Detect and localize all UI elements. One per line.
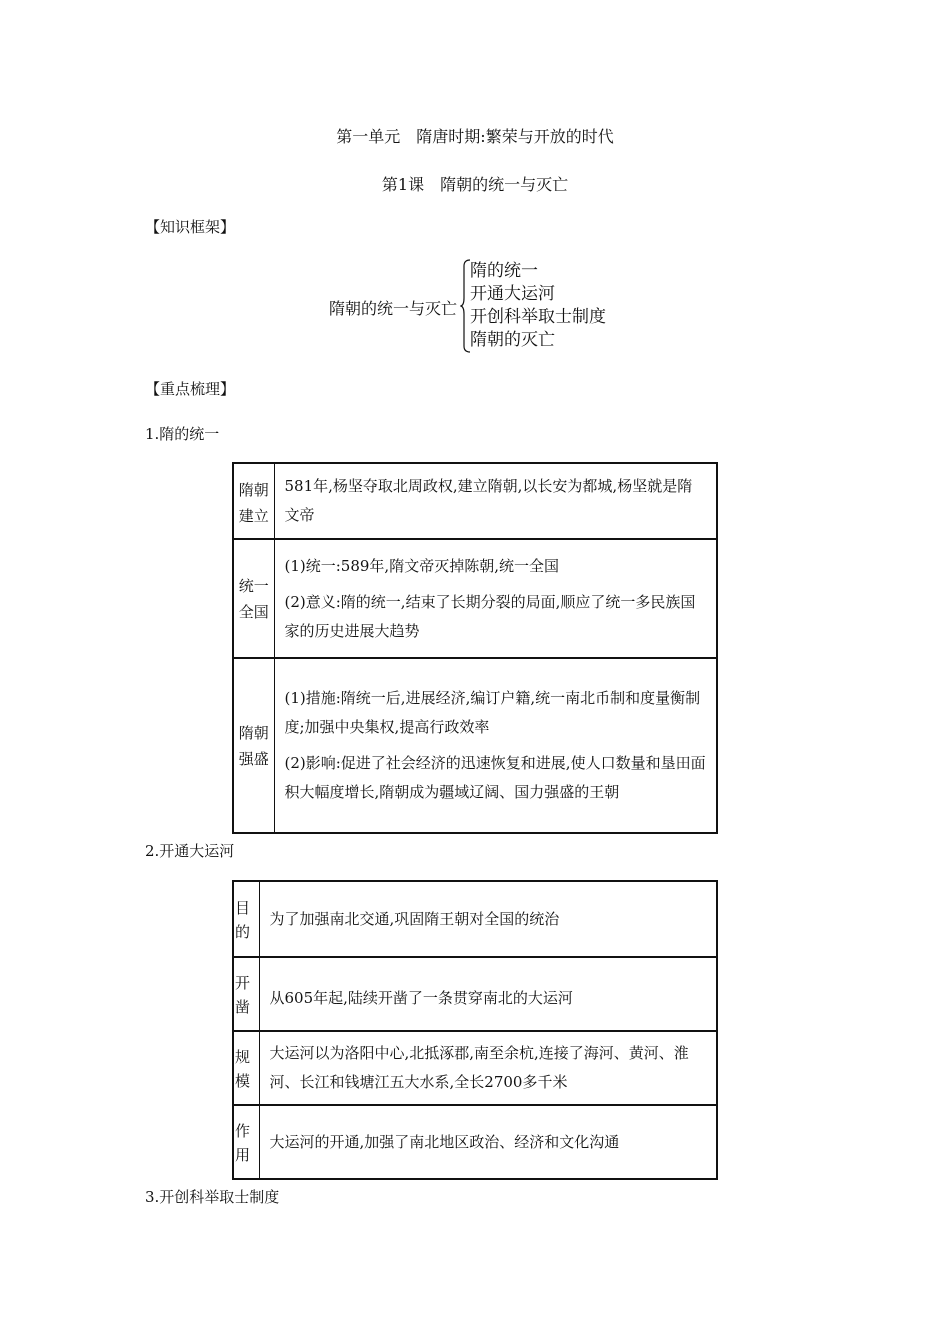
- lesson-title: 第1课 隋朝的统一与灭亡: [381, 175, 569, 194]
- row-content: 581年,杨坚夺取北周政权,建立隋朝,以长安为都城,杨坚就是隋文帝: [274, 463, 717, 539]
- key-points-heading: 【重点梳理】: [145, 380, 236, 398]
- framework-item: 开通大运河: [470, 284, 555, 304]
- row-content: (1)措施:隋统一后,进展经济,编订户籍,统一南北币制和度量衡制度;加强中央集权,提高行政效率 (2)影响:促进了社会经济的迅速恢复和进展,使人口数量和垦田面积大幅度增长,隋朝成为疆域辽阔、国力强盛的王朝: [274, 658, 717, 833]
- sui-unification-table: [232, 462, 718, 834]
- knowledge-framework-heading: 【知识框架】: [145, 218, 236, 236]
- framework-item: 开创科举取士制度: [470, 307, 606, 327]
- row-content: 从605年起,陆续开凿了一条贯穿南北的大运河: [259, 957, 717, 1031]
- framework-item: 隋朝的灭亡: [470, 330, 555, 350]
- framework-root: 隋朝的统一与灭亡: [329, 299, 458, 318]
- row-label: 规模: [233, 1031, 259, 1105]
- row-content: 为了加强南北交通,巩固隋王朝对全国的统治: [259, 881, 717, 957]
- section-3-title: 3.开创科举取士制度: [145, 1188, 280, 1206]
- table-row: [233, 1031, 717, 1105]
- section-2-title: 2.开通大运河: [145, 842, 235, 860]
- framework-item: 隋的统一: [470, 261, 538, 281]
- unit-title: 第一单元 隋唐时期:繁荣与开放的时代: [336, 127, 614, 146]
- row-label: 统一全国: [233, 539, 274, 658]
- row-label: 作用: [233, 1105, 259, 1179]
- row-label: 目的: [233, 881, 259, 957]
- row-content: 大运河以为洛阳中心,北抵涿郡,南至余杭,连接了海河、黄河、淮河、长江和钱塘江五大水系,全长2700多千米: [259, 1031, 717, 1105]
- row-label: 隋朝强盛: [233, 658, 274, 833]
- table-row: [233, 881, 717, 957]
- grand-canal-table: [232, 880, 718, 1180]
- table-row: [233, 1105, 717, 1179]
- table-row: [233, 463, 717, 539]
- row-content: (1)统一:589年,隋文帝灭掉陈朝,统一全国 (2)意义:隋的统一,结束了长期分裂的局面,顺应了统一多民族国家的历史进展大趋势: [274, 539, 717, 658]
- table-row: [233, 658, 717, 833]
- table-row: [233, 539, 717, 658]
- framework-items: [470, 260, 606, 352]
- row-label: 隋朝建立: [233, 463, 274, 539]
- section-1-title: 1.隋的统一: [145, 425, 220, 443]
- row-label: 开凿: [233, 957, 259, 1031]
- row-content: 大运河的开通,加强了南北地区政治、经济和文化沟通: [259, 1105, 717, 1179]
- table-row: [233, 957, 717, 1031]
